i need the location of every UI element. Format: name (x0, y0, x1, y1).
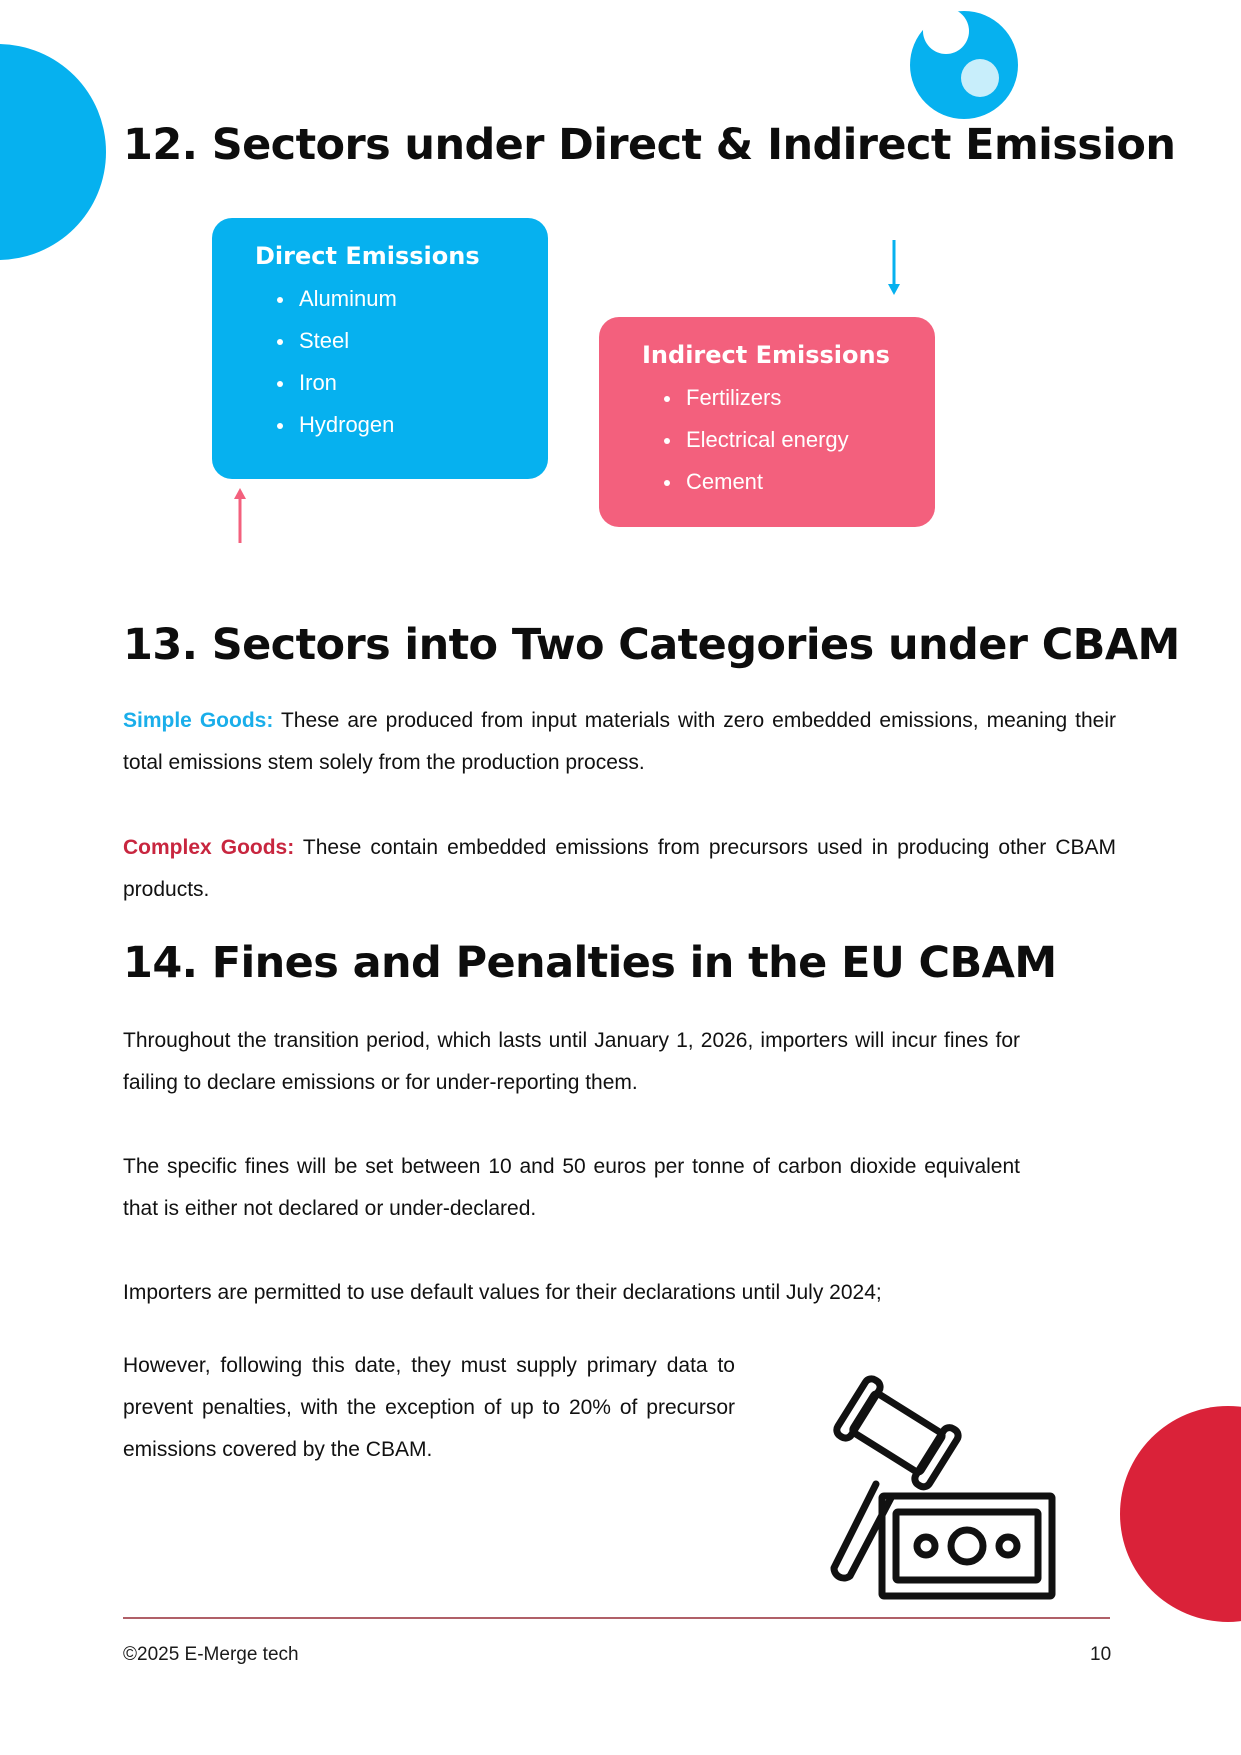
direct-emissions-list (255, 278, 548, 446)
list-item: Hydrogen (299, 404, 548, 446)
indirect-emissions-card (599, 317, 935, 527)
page-number: 10 (1090, 1644, 1112, 1665)
list-item: Fertilizers (686, 377, 935, 419)
indirect-emissions-list (642, 377, 935, 503)
arrow-down-icon (882, 240, 906, 296)
gavel-money-icon (818, 1372, 1060, 1604)
fines-paragraph-2: The specific fines will be set between 10 and 50 euros per tonne of carbon dioxide equivalent that is either not declared or under-declared. (123, 1155, 1020, 1220)
fines-paragraph-3: Importers are permitted to use default values for their declarations until July 2024; (123, 1281, 882, 1304)
fines-paragraph-1: Throughout the transition period, which lasts until January 1, 2026, importers will incur fines for failing to declare emissions or for under-reporting them. (123, 1029, 1020, 1094)
simple-goods-label: Simple Goods: (123, 709, 274, 732)
complex-goods-paragraph (123, 827, 1116, 911)
complex-goods-text: These contain embedded emissions from precursors used in producing other CBAM products. (123, 836, 1116, 901)
indirect-emissions-title: Indirect Emissions (642, 341, 890, 369)
list-item: Steel (299, 320, 548, 362)
simple-goods-paragraph (123, 700, 1116, 784)
simple-goods-text: These are produced from input materials with zero embedded emissions, meaning their total emissions stem solely from the production process. (123, 709, 1116, 774)
direct-emissions-card (212, 218, 548, 479)
list-item: Aluminum (299, 278, 548, 320)
direct-emissions-title: Direct Emissions (255, 242, 480, 270)
footer-divider (123, 1617, 1110, 1619)
list-item: Iron (299, 362, 548, 404)
fines-paragraph-4: However, following this date, they must supply primary data to prevent penalties, with the exception of up to 20% of precursor emissions covered by the CBAM. (123, 1354, 735, 1461)
list-item: Electrical energy (686, 419, 935, 461)
section-14-title: 14. Fines and Penalties in the EU CBAM (123, 938, 1057, 988)
arrow-up-icon (228, 488, 252, 544)
decorative-bubble-icon (908, 8, 1022, 122)
decorative-circle-red (1120, 1406, 1241, 1622)
section-12-title: 12. Sectors under Direct & Indirect Emission (123, 120, 1176, 170)
list-item: Cement (686, 461, 935, 503)
footer-copyright: ©2025 E-Merge tech (123, 1644, 299, 1665)
section-13-title: 13. Sectors into Two Categories under CBAM (123, 620, 1180, 670)
complex-goods-label: Complex Goods: (123, 836, 295, 859)
decorative-circle-blue (0, 44, 106, 260)
